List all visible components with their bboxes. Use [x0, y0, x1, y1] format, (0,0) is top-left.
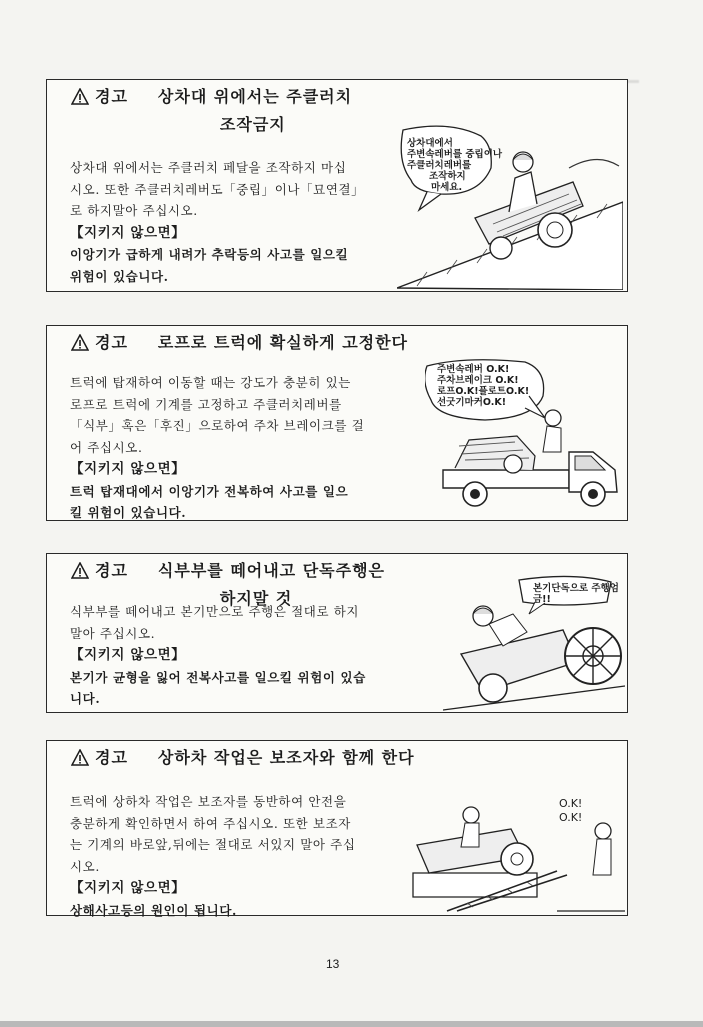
illustration-caption: [407, 138, 502, 193]
caption-line: 주변속레버를 중립이나: [407, 149, 503, 160]
body-line: 트럭에 상하차 작업은 보조자를 동반하여 안전을: [70, 794, 347, 809]
body-line: 식부부를 떼어내고 본기만으로 주행은 절대로 하지: [70, 604, 360, 619]
consequence-heading: 【지키지 않으면】: [70, 461, 186, 477]
section-title-line2: 하지말 것: [219, 589, 293, 608]
consequence-heading: 【지키지 않으면】: [70, 647, 186, 663]
body-line: 시오.: [70, 858, 100, 874]
section-body: [70, 791, 356, 921]
illustration-caption: [559, 797, 582, 825]
consequence-line: 킬 위험이 있습니다.: [70, 505, 187, 520]
warning-section-3: [46, 553, 628, 713]
warning-section-1: [46, 79, 628, 292]
warning-triangle-icon: [71, 88, 89, 105]
body-line: 로 하지말아 주십시오.: [70, 203, 198, 218]
body-line: 상차대 위에서는 주클러치 페달을 조작하지 마십: [70, 160, 347, 175]
warning-label: 경고: [95, 561, 128, 580]
section-title: 식부부를 떼어내고 단독주행은: [157, 561, 385, 580]
warning-triangle-icon: [71, 562, 89, 579]
warning-label: 경고: [95, 87, 128, 106]
caption-line: O.K!: [559, 811, 583, 824]
body-line: 충분하게 확인하면서 하여 주십시오. 또한 보조자: [70, 815, 351, 831]
section-heading: [71, 744, 415, 772]
caption-line: 마세요.: [431, 182, 463, 193]
caption-line: 로프O.K!플로트O.K!: [437, 386, 530, 397]
illustration-loading-ramp: [407, 801, 625, 913]
body-line: 트럭에 탑재하여 이동할 때는 강도가 충분히 있는: [70, 375, 351, 390]
caption-line: 조작하지: [429, 171, 466, 182]
caption-line: 주클러치레버를: [407, 160, 472, 171]
section-title: 상하차 작업은 보조자와 함께 한다: [157, 748, 415, 767]
caption-line: 상차대에서: [407, 138, 453, 149]
caption-line: 주차브레이크 O.K!: [437, 375, 519, 386]
section-heading: [71, 329, 408, 357]
consequence-heading: 【지키지 않으면】: [70, 224, 186, 241]
consequence-heading: 【지키지 않으면】: [70, 880, 186, 896]
consequence-line: 니다.: [70, 691, 101, 706]
caption-line: 선굿기마커O.K!: [437, 397, 507, 408]
section-body: [70, 601, 366, 710]
page-number: 13: [326, 957, 340, 971]
body-line: 어 주십시오.: [70, 439, 143, 455]
warning-triangle-icon: [71, 334, 89, 351]
warning-label: 경고: [95, 748, 128, 767]
caption-line: 주변속레버 O.K!: [437, 364, 510, 375]
warning-section-4: [46, 740, 628, 916]
body-line: 시오. 또한 주클러치레버도「중립」이나「묘연결」: [70, 181, 365, 197]
warning-label: 경고: [95, 333, 128, 352]
section-body: [70, 372, 364, 524]
scan-edge: [0, 1021, 703, 1027]
body-line: 로프로 트럭에 기계를 고정하고 주클러치레버를: [70, 396, 342, 412]
warning-triangle-icon: [71, 749, 89, 766]
body-line: 말아 주십시오.: [70, 625, 156, 641]
section-title: 로프로 트럭에 확실하게 고정한다: [157, 333, 409, 352]
section-heading: [71, 83, 352, 139]
warning-section-2: [46, 325, 628, 521]
consequence-line: 이앙기가 급하게 내려가 추락등의 사고를 일으킬: [70, 247, 349, 262]
consequence-line: 본기가 균형을 잃어 전복사고를 일으킬 위험이 있습: [70, 669, 366, 685]
section-title-line2: 조작금지: [219, 115, 286, 134]
section-title: 상차대 위에서는 주클러치: [157, 87, 353, 106]
caption-line: O.K!: [559, 797, 583, 810]
illustration-caption: [437, 364, 529, 408]
consequence-line: 위험이 있습니다.: [70, 268, 169, 284]
body-line: 는 기계의 바로앞,뒤에는 절대로 서있지 말아 주십: [70, 837, 356, 852]
section-body: [70, 157, 364, 287]
body-line: 「식부」혹은「후진」으로하여 주차 브레이크를 걸: [70, 418, 365, 433]
consequence-line: 상해사고등의 원인이 됩니다.: [70, 902, 237, 918]
consequence-line: 트럭 탑재대에서 이앙기가 전복하여 사고를 일으: [70, 483, 349, 499]
illustration-caption: 본기단독으로 주행엄금!!: [533, 583, 619, 605]
